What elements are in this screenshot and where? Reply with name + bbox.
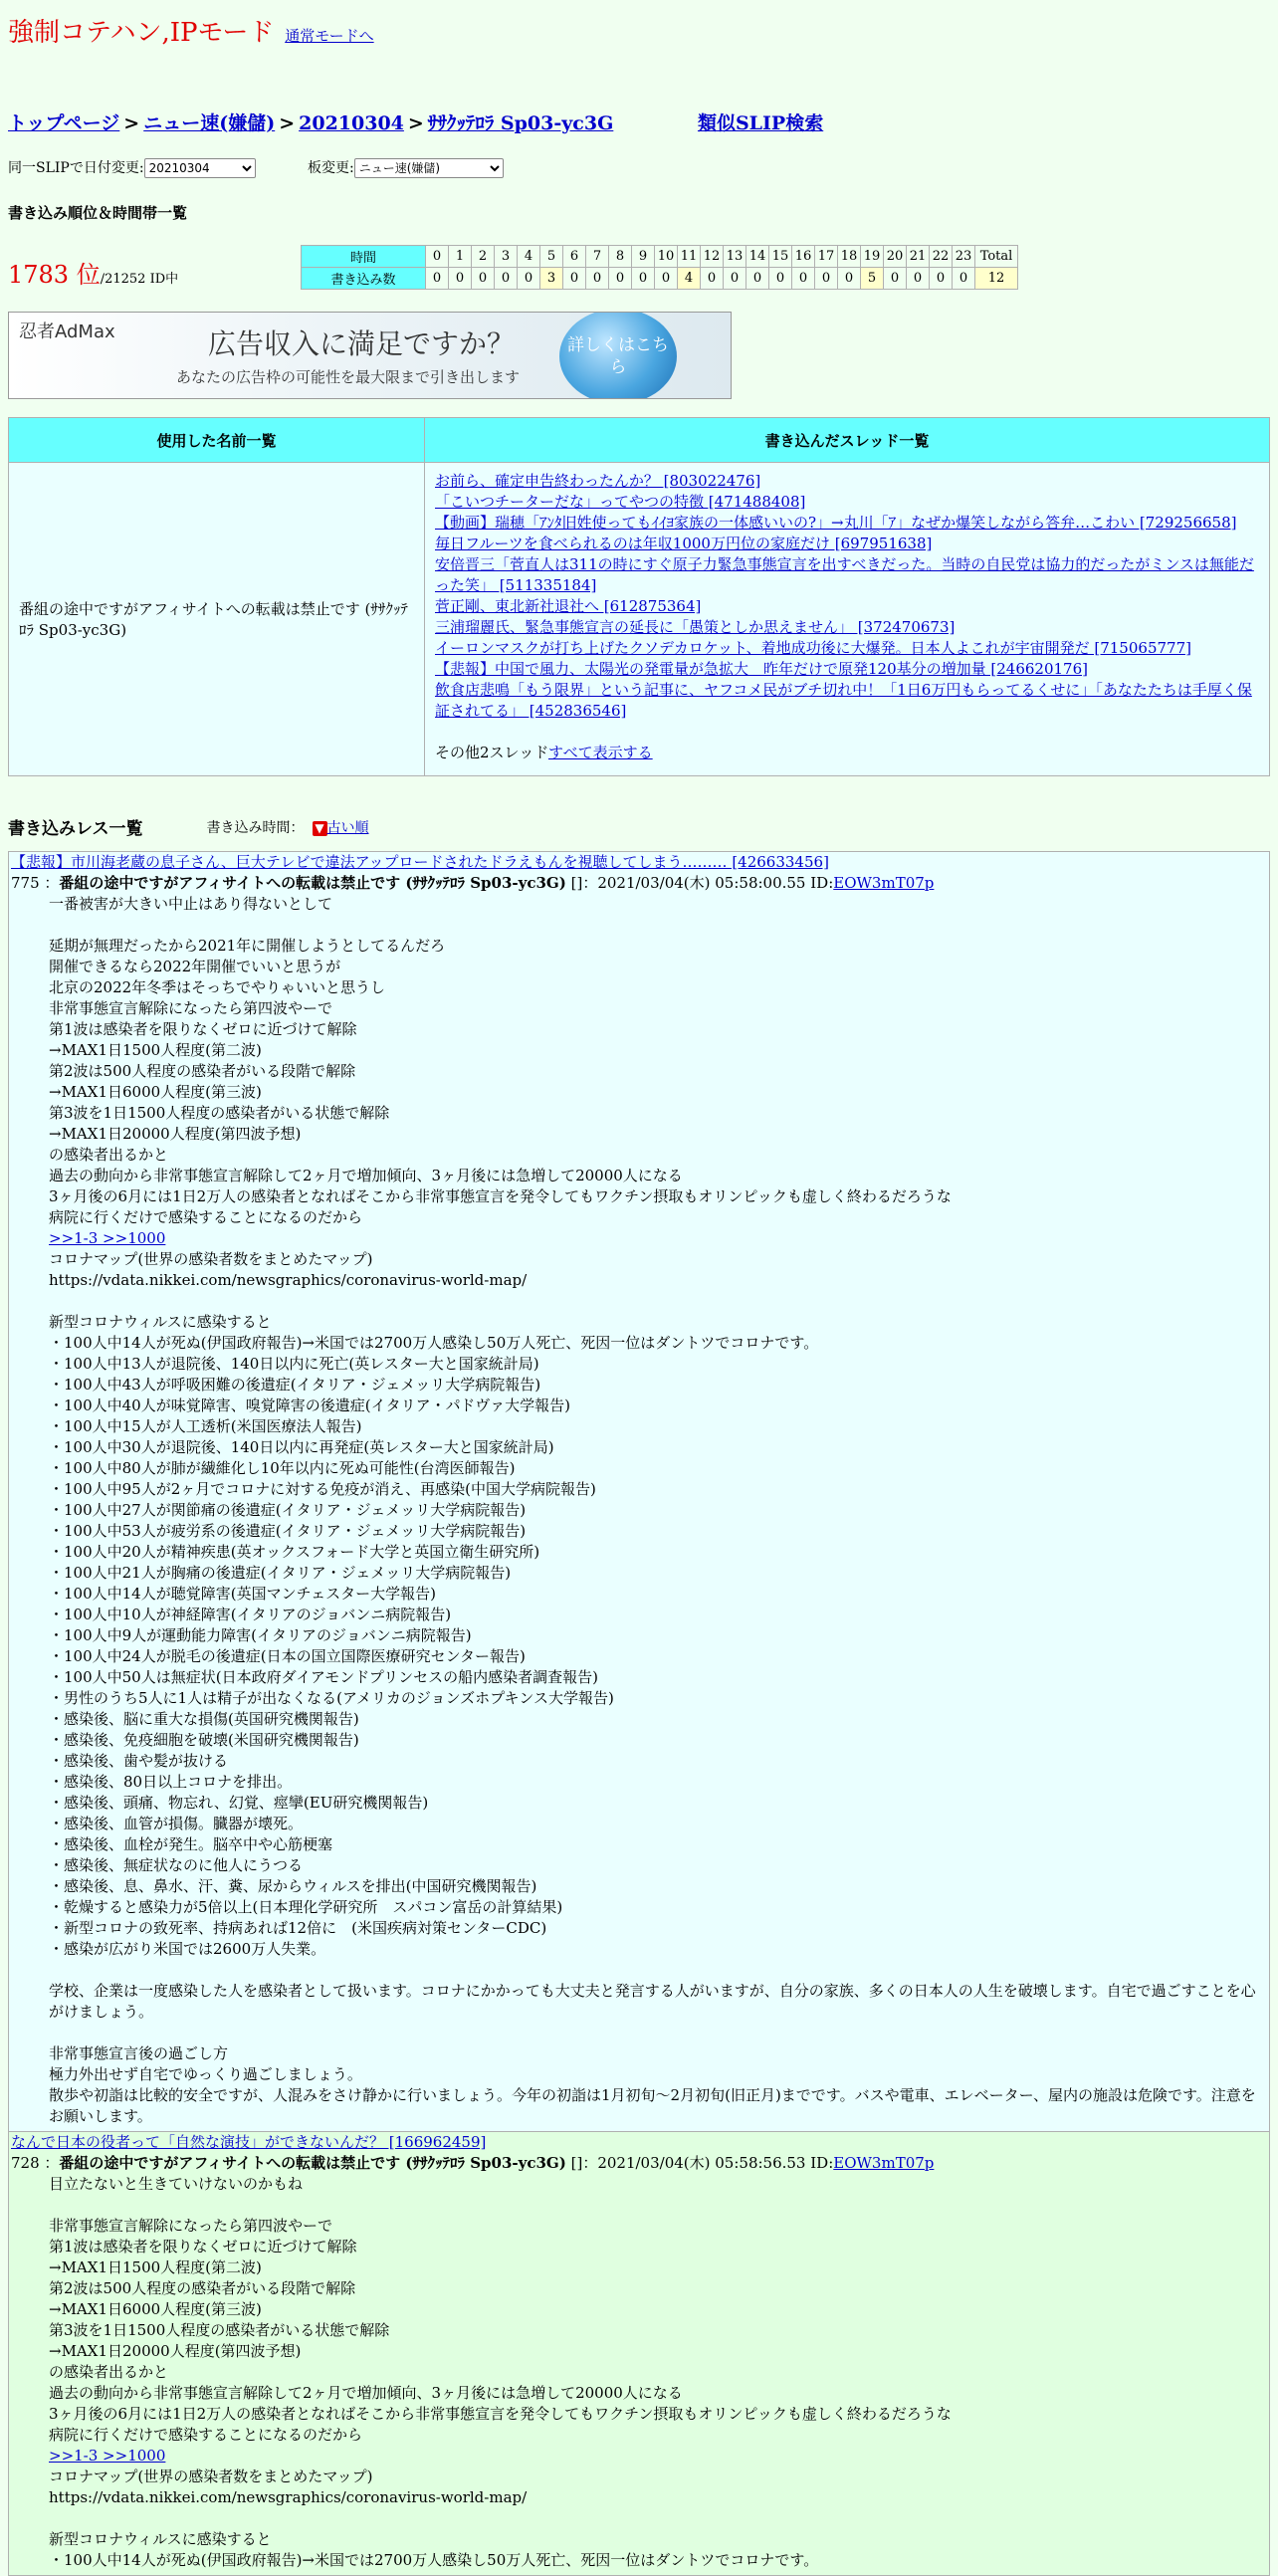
breadcrumb-date-link[interactable]: 20210304 xyxy=(299,112,404,134)
count-cell: 0 xyxy=(632,268,655,290)
count-cell: 0 xyxy=(495,268,518,290)
hour-cell: 18 xyxy=(838,246,861,268)
date-select[interactable] xyxy=(144,158,256,178)
post-meta: []：2021/03/04(木) 05:58:56.53 ID: xyxy=(570,2154,834,2172)
count-cell: 0 xyxy=(426,268,449,290)
post-number: 728 xyxy=(11,2154,40,2172)
posts-section-title: 書き込みレス一覧 xyxy=(8,819,143,839)
hour-cell: 22 xyxy=(930,246,953,268)
count-cell: 0 xyxy=(884,268,907,290)
thread-link[interactable]: お前ら、確定申告終わったんか？ [803022476] xyxy=(435,472,761,490)
count-cell: 0 xyxy=(838,268,861,290)
show-all-link[interactable]: すべて表示する xyxy=(547,744,653,761)
thread-link[interactable]: 【動画】瑞穂「ｱﾝﾀ旧姓使ってもｲｲﾖ家族の一体感いいの?」→丸川「ｱ」なぜか爆笑しながら答弁…こわい [729256658] xyxy=(435,514,1237,532)
count-cell: 0 xyxy=(518,268,540,290)
breadcrumb-slip-link[interactable]: ｻｻｸｯﾃﾛﾗ Sp03-yc3G xyxy=(427,112,614,134)
count-cell: 0 xyxy=(586,268,609,290)
hour-cell: 6 xyxy=(563,246,586,268)
thread-link[interactable]: 飲食店悲鳴「もう限界」という記事に、ヤフコメ民がブチ切れ中！「1日6万円もらってるくせに」「あなたたちは手厚く保証されてる」 [452836546] xyxy=(435,681,1252,720)
similar-slip-search-link[interactable]: 類似SLIP検索 xyxy=(697,112,824,134)
post-block xyxy=(8,2132,1270,2576)
count-cell: 0 xyxy=(907,268,930,290)
hour-cell: 2 xyxy=(472,246,495,268)
post-name: 番組の途中ですがアフィサイトへの転載は禁止です (ｻｻｸｯﾃﾛﾗ Sp03-yc3G) xyxy=(59,874,566,892)
ad-logo: 忍者AdMax xyxy=(19,322,115,342)
hour-cell: 12 xyxy=(701,246,724,268)
rank-total: /21252 ID中 xyxy=(100,272,179,287)
rank-number: 1783 位 xyxy=(8,261,101,289)
site-title: 強制コテハン,IPモード xyxy=(8,18,275,48)
normal-mode-link[interactable]: 通常モードへ xyxy=(285,27,374,45)
names-body-row xyxy=(9,463,1270,776)
breadcrumb-top-link[interactable]: トップページ xyxy=(8,112,120,134)
breadcrumb-separator: > xyxy=(279,112,296,134)
posts-section-header xyxy=(8,814,1270,839)
breadcrumb-separator: > xyxy=(123,112,140,134)
thread-link[interactable]: イーロンマスクが打ち上げたクソデカロケット、着地成功後に大爆発。日本人よこれが宇宙開発だ [715065777] xyxy=(435,639,1191,657)
hour-cell: 13 xyxy=(724,246,746,268)
count-cell: 0 xyxy=(930,268,953,290)
post-number: 775 xyxy=(11,874,40,892)
sort-oldest-link[interactable]: 古い順 xyxy=(326,819,369,836)
ad-details-button[interactable]: 詳しくはこちら xyxy=(559,312,677,399)
hour-cell: 3 xyxy=(495,246,518,268)
post-anchor-link[interactable]: >>1-3 >>1000 xyxy=(49,1229,166,1247)
time-header: 時間 xyxy=(302,246,426,268)
count-cell: 0 xyxy=(609,268,632,290)
count-cell: 0 xyxy=(701,268,724,290)
hour-cell: 1 xyxy=(449,246,472,268)
post-block xyxy=(8,851,1270,2132)
hour-cell: 23 xyxy=(953,246,975,268)
hour-cell: 21 xyxy=(907,246,930,268)
hour-cell: 15 xyxy=(769,246,792,268)
count-cell: 0 xyxy=(655,268,678,290)
count-cell: 0 xyxy=(953,268,975,290)
post-text: コロナマップ(世界の感染者数をまとめたマップ) https://vdata.nikkei.com/newsgraphics/coronavirus-world-map/ 新型コロナウィルスに感染すると ・100人中14人が死ぬ(伊国政府報告)→米国では2700万人感染し50万人死亡、死因一位はダントツでコロナです。 xyxy=(49,2468,819,2569)
hour-cell: 5 xyxy=(540,246,563,268)
thread-link[interactable]: 「こいつチーターだな」ってやつの特徴 [471488408] xyxy=(435,493,806,511)
ad-headline: 広告収入に満足ですか？ xyxy=(208,327,516,360)
threads-column-header: 書き込んだスレッド一覧 xyxy=(425,418,1270,463)
date-select-label: 同一SLIPで日付変更: xyxy=(8,160,144,176)
count-cell: 0 xyxy=(449,268,472,290)
other-threads xyxy=(435,743,1259,763)
post-id-link[interactable]: EOW3mT07p xyxy=(833,874,935,892)
post-text: 目立たないと生きていけないのかもね 非常事態宣言解除になったら第四波やーで 第1波は感染者を限りなくゼロに近づけて解除 →MAX1日1500人程度(第二波) 第2波は500人程度の感染者がいる段階で解除 →MAX1日6000人程度(第三波) 第3波を1日1500人程度の感染者がいる状態で解除 →MAX1日20000人程度(第四波予想) の感染者出るかと 過去の動向から非常事態宣言解除して2ヶ月で増加傾向、3ヶ月後には急増して20000人になる 3ヶ月後の6月には1日2万人の感染者となればそこから非常事態宣言を発令してもワクチン摂取もオリンピックも虚しく終わるだろうな 病院に行くだけで感染することになるのだから xyxy=(49,2175,952,2444)
hour-cell: 8 xyxy=(609,246,632,268)
thread-link[interactable]: 安倍晋三「菅直人は311の時にすぐ原子力緊急事態宣言を出すべきだった。当時の自民党は協力的だったがミンスは無能だった笑」 [511335184] xyxy=(435,555,1254,594)
breadcrumb-separator: > xyxy=(407,112,424,134)
hour-cell: 17 xyxy=(815,246,838,268)
thread-link[interactable]: 【悲報】中国で風力、太陽光の発電量が急拡大 昨年だけで原発120基分の増加量 [246620176] xyxy=(435,660,1088,678)
rank-position xyxy=(8,245,301,290)
post-body xyxy=(9,894,1269,2131)
hour-cell: 10 xyxy=(655,246,678,268)
breadcrumb-board-link[interactable]: ニュー速(嫌儲) xyxy=(143,112,276,134)
header xyxy=(8,12,1270,49)
count-cell: 0 xyxy=(563,268,586,290)
count-cell: 0 xyxy=(792,268,815,290)
hour-cell: 4 xyxy=(518,246,540,268)
post-thread-link[interactable]: なんで日本の役者って「自然な演技」ができないんだ？ [166962459] xyxy=(11,2133,487,2151)
post-text: コロナマップ(世界の感染者数をまとめたマップ) https://vdata.nikkei.com/newsgraphics/coronavirus-world-map/ 新型コロナウィルスに感染すると ・100人中14人が死ぬ(伊国政府報告)→米国では2700万人感染し50万人死亡、死因一位はダントツでコロナです。 ・100人中13人が退院後、140日以内に死亡(英レスター大と国家統計局) ・100人中43人が呼吸困難の後遺症(イタリア・ジェメッリ大学病院報告) ・100人中40人が味覚障害、嗅覚障害の後遺症(イタリア・パドヴァ大学報告) ・100人中15人が人工透析(米国医療法人報告) ・100人中30人が退院後、140日以内に再発症(英レスター大と国家統計局) ・100人中80人が肺が繊維化し10年以内に死ぬ可能性(台湾医師報告) ・100人中95人が2ヶ月でコロナに対する免疫が消え、再感染(中国大学病院報告) ・100人中27人が関節痛の後遺症(イタリア・ジェメッリ大学病院報告) ・100人中53人が疲労系の後遺症(イタリア・ジェメッリ大学病院報告) ・100人中20人が精神疾患(英オックスフォード大学と英国立衛生研究所) ・100人中21人が胸痛の後遺症(イタリア・ジェメッリ大学病院報告) ・100人中14人が聴覚障害(英国マンチェスター大学報告) ・100人中10人が神経障害(イタリアのジョバンニ病院報告) ・100人中9人が運動能力障害(イタリアのジョバンニ病院報告) ・100人中24人が脱毛の後遺症(日本の国立国際医療研究センター報告) ・100人中50人は無症状(日本政府ダイアモンドプリンセスの船内感染者調査報告) ・男性のうち5人に1人は精子が出なくなる(アメリカのジョンズホプキンス大学報告) ・感染後、脳に重大な損傷(英国研究機関報告) ・感染後、免疫細胞を破壊(米国研究機関報告) ・感染後、歯や髪が抜ける ・感染後、80日以上コロナを排出。 ・感染後、頭痛、物忘れ、幻覚、痙攣(EU研究機関報告) ・感染後、血管が損傷。臓器が壊死。 ・感染後、血栓が発生。脳卒中や心筋梗塞 ・感染後、無症状なのに他人にうつる ・感染後、息、鼻水、汗、糞、尿からウィルスを排出(中国研究機関報告) ・乾燥すると感染力が5倍以上(日本理化学研究所 スパコン富岳の計算結果) ・新型コロナの致死率、持病あれば12倍に (米国疾病対策センターCDC) ・感染が広がり米国では2600万人失業。 学校、企業は一度感染した人を感染者として扱います。コロナにかかっても大丈夫と発言する人がいますが、自分の家族、多くの日本人の人生を破壊します。自宅で過ごすことを心がけましょう。 非常事態宣言後の過ごし方 極力外出せず自宅でゆっくり過ごしましょう。 散歩や初詣は比較的安全ですが、人混みをさけ静かに行いましょう。今年の初詣は1月初旬～2月初旬(旧正月)までです。バスや電車、エレベーター、屋内の施設は危険です。注意をお願いします。 xyxy=(49,1250,1256,2125)
hour-cell: 19 xyxy=(861,246,884,268)
post-text: 一番被害が大きい中止はあり得ないとして 延期が無理だったから2021年に開催しようとしてるんだろ 開催できるなら2022年開催でいいと思うが 北京の2022年冬季はそっちでやりゃいいと思うし 非常事態宣言解除になったら第四波やーで 第1波は感染者を限りなくゼロに近づけて解除 →MAX1日1500人程度(第二波) 第2波は500人程度の感染者がいる段階で解除 →MAX1日6000人程度(第三波) 第3波を1日1500人程度の感染者がいる状態で解除 →MAX1日20000人程度(第四波予想) の感染者出るかと 過去の動向から非常事態宣言解除して2ヶ月で増加傾向、3ヶ月後には急増して20000人になる 3ヶ月後の6月には1日2万人の感染者となればそこから非常事態宣言を発令してもワクチン摂取もオリンピックも虚しく終わるだろうな 病院に行くだけで感染することになるのだから xyxy=(49,895,952,1226)
thread-link[interactable]: 三浦瑠麗氏、緊急事態宣言の延長に「愚策としか思えません」 [372470673] xyxy=(435,618,956,636)
count-cell: 3 xyxy=(540,268,563,290)
post-header: 728 ：番組の途中ですがアフィサイトへの転載は禁止です (ｻｻｸｯﾃﾛﾗ Sp03-yc3G) []：2021/03/04(木) 05:58:56.53 ID:EOW3mT07p xyxy=(11,2154,935,2172)
thread-list xyxy=(425,463,1270,776)
post-name: 番組の途中ですがアフィサイトへの転載は禁止です (ｻｻｸｯﾃﾛﾗ Sp03-yc3G) xyxy=(59,2154,566,2172)
post-thread-title xyxy=(9,852,1269,873)
board-select-label: 板変更: xyxy=(308,160,354,176)
post-id-link[interactable]: EOW3mT07p xyxy=(833,2154,935,2172)
sort-label: 書き込み時間： xyxy=(206,819,305,836)
count-cell: 0 xyxy=(746,268,769,290)
post-meta: []：2021/03/04(木) 05:58:00.55 ID: xyxy=(570,874,834,892)
counts-row xyxy=(302,268,1018,290)
used-name: 番組の途中ですがアフィサイトへの転載は禁止です (ｻｻｸｯﾃﾛﾗ Sp03-yc3G) xyxy=(9,463,425,776)
sort-down-icon: ▼ xyxy=(313,821,327,836)
count-cell: 0 xyxy=(472,268,495,290)
board-select[interactable] xyxy=(354,158,504,178)
select-bar xyxy=(8,157,1270,178)
post-thread-link[interactable]: 【悲報】市川海老蔵の息子さん、巨大テレビで違法アップロードされたドラえもんを視聴してしまう……… [426633456] xyxy=(11,853,829,871)
ad-subtext: あなたの広告枠の可能性を最大限まで引き出します xyxy=(176,368,521,386)
names-header-row xyxy=(9,418,1270,463)
hour-cell: 20 xyxy=(884,246,907,268)
other-threads-count: その他2スレッド xyxy=(435,744,548,761)
post-header: 775 ：番組の途中ですがアフィサイトへの転載は禁止です (ｻｻｸｯﾃﾛﾗ Sp03-yc3G) []：2021/03/04(木) 05:58:00.55 ID:EOW3mT07p xyxy=(11,874,935,892)
hour-cell: 11 xyxy=(678,246,701,268)
sort-order xyxy=(207,817,369,837)
names-threads-table xyxy=(8,417,1270,776)
hour-cell: 7 xyxy=(586,246,609,268)
thread-link[interactable]: 毎日フルーツを食べられるのは年収1000万円位の家庭だけ [697951638] xyxy=(435,535,933,552)
count-cell: 0 xyxy=(724,268,746,290)
names-column-header: 使用した名前一覧 xyxy=(9,418,425,463)
total-header: Total xyxy=(975,246,1018,268)
total-count: 12 xyxy=(975,268,1018,290)
thread-link[interactable]: 菅正剛、東北新社退社へ [612875364] xyxy=(435,597,702,615)
count-cell: 0 xyxy=(769,268,792,290)
count-cell: 0 xyxy=(815,268,838,290)
hourly-table xyxy=(301,245,1018,290)
breadcrumb xyxy=(8,108,1270,135)
post-body xyxy=(9,2174,1269,2575)
hours-row xyxy=(302,246,1018,268)
ranking-title: 書き込み順位＆時間帯一覧 xyxy=(8,204,188,222)
ad-banner[interactable] xyxy=(8,312,732,399)
hour-cell: 16 xyxy=(792,246,815,268)
hour-cell: 9 xyxy=(632,246,655,268)
ranking-row xyxy=(8,245,1270,290)
post-thread-title xyxy=(9,2132,1269,2153)
count-header: 書き込み数 xyxy=(302,268,426,290)
post-anchor-link[interactable]: >>1-3 >>1000 xyxy=(49,2447,166,2465)
count-cell: 5 xyxy=(861,268,884,290)
hour-cell: 0 xyxy=(426,246,449,268)
hour-cell: 14 xyxy=(746,246,769,268)
count-cell: 4 xyxy=(678,268,701,290)
